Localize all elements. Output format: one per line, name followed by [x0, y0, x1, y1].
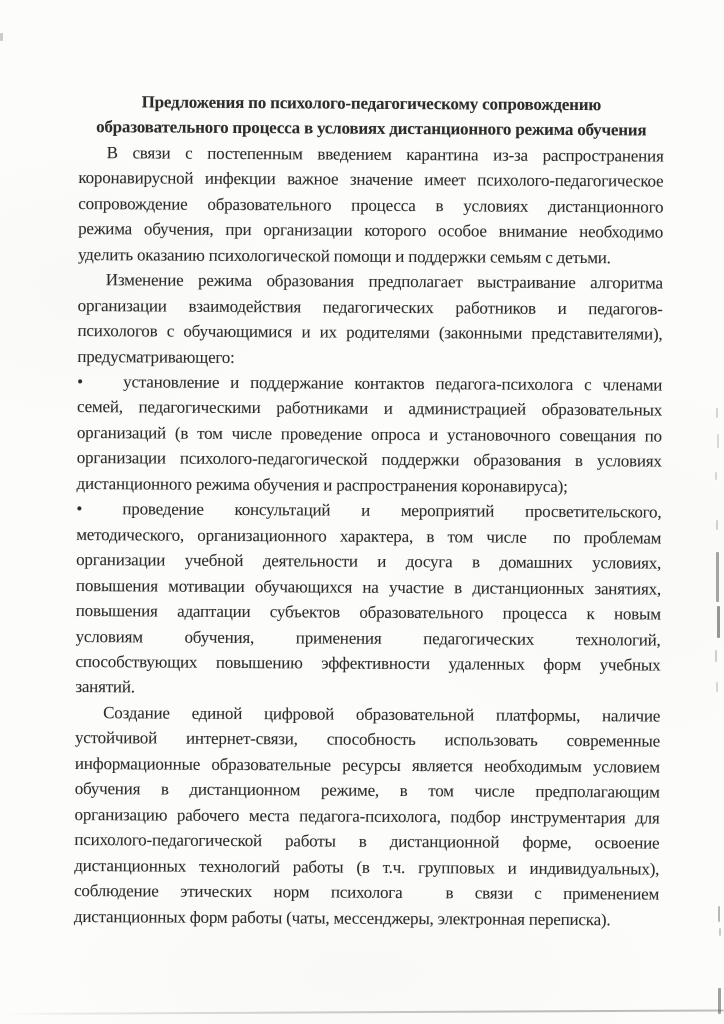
bullet-icon: • — [76, 499, 83, 519]
text-line: повышения адаптации субъектов образовательного процесса к новым — [75, 601, 661, 624]
text-line: обучения в дистанционном режиме, в том числе предполагающим — [74, 779, 660, 802]
text-line: уделить оказанию психологической помощи и поддержки семьям с детьми. — [77, 244, 611, 267]
text-line: способствующих повышению эффективности удаленных форм учебных — [75, 651, 661, 675]
text-line: соблюдение этических норм психолога в связи с применением — [74, 881, 660, 904]
text-line: дистанционных форм работы (чаты, мессенджеры, электронная переписка). — [73, 906, 611, 929]
text-line — [76, 496, 661, 525]
document-title-line: Предложения по психолого-педагогическому сопровождению — [141, 92, 602, 115]
scan-artifact — [719, 928, 721, 936]
text-line: Изменение режима образования предполагает выстраивание алгоритма — [105, 270, 663, 293]
text-line: устойчивой интернет-связи, способность использовать современные — [74, 728, 661, 751]
text-line: организаций (в том числе проведение опроса и установочного совещания по — [76, 422, 662, 446]
text-line — [77, 369, 662, 398]
bullet-text: проведение консультаций и мероприятий просветительского, — [122, 499, 662, 522]
text-line: повышения мотивации обучающихся на участие в дистанционных занятиях, — [75, 575, 662, 599]
document-text-block — [74, 89, 664, 933]
text-line: занятий. — [75, 677, 135, 697]
text-line: методического, организационного характера, в том числе по проблемам — [76, 524, 662, 548]
scan-artifact — [0, 33, 3, 41]
text-line: коронавирусной инфекции важное значение имеет психолого-педагогическое — [78, 168, 664, 191]
scan-artifact — [718, 906, 720, 922]
scan-artifact — [716, 408, 718, 418]
text-line: дистанционного режима обучения и распространения коронавируса); — [76, 473, 568, 496]
text-line: психологов с обучающимися и их родителями (законными представителями), — [77, 321, 663, 344]
text-line: дистанционных технологий работы (в т.ч. групповых и индивидуальных), — [74, 855, 660, 879]
scan-artifact — [717, 606, 720, 638]
scan-edge-line — [6, 1009, 724, 1015]
text-line: предусматривающего: — [77, 346, 235, 367]
scan-artifact — [718, 988, 721, 1014]
scan-artifact — [716, 520, 718, 530]
text-line: сопровождение образовательного процесса в условиях дистанционного — [78, 193, 664, 217]
text-line: организации психолого-педагогической поддержки образования в условиях — [76, 448, 662, 471]
text-line: информационные образовательные ресурсы является необходимым условием — [74, 753, 660, 777]
scan-artifact — [715, 650, 717, 662]
scan-artifact — [717, 434, 719, 448]
text-line: организацию рабочего места педагога-психолога, подбор инструментария для — [74, 804, 660, 828]
text-line: семей, педагогическими работниками и администрацией образовательных — [76, 397, 663, 421]
text-line: психолого-педагогической работы в дистанционной форме, освоение — [74, 830, 660, 853]
text-line: В связи с постепенным введением карантина из-за распространения — [106, 143, 664, 166]
text-line: организации учебной деятельности и досуга в домашних условиях, — [76, 550, 662, 573]
text-line: организации взаимодействия педагогических работников и педагогов- — [77, 295, 663, 319]
scan-artifact — [716, 552, 719, 602]
bullet-text: установление и поддержание контактов педагога-психолога с членами — [123, 372, 663, 395]
scan-artifact — [716, 682, 718, 692]
text-line: Создание единой цифровой образовательной платформы, наличие — [103, 703, 661, 726]
scan-artifact — [715, 472, 717, 480]
bullet-icon: • — [77, 371, 84, 392]
text-line: условиям обучения, применения педагогических технологий, — [75, 626, 661, 650]
text-line: режима обучения, при организации которого особое внимание необходимо — [78, 219, 664, 242]
document-title-line: образовательного процесса в условиях дистанционного режима обучения — [96, 117, 647, 140]
